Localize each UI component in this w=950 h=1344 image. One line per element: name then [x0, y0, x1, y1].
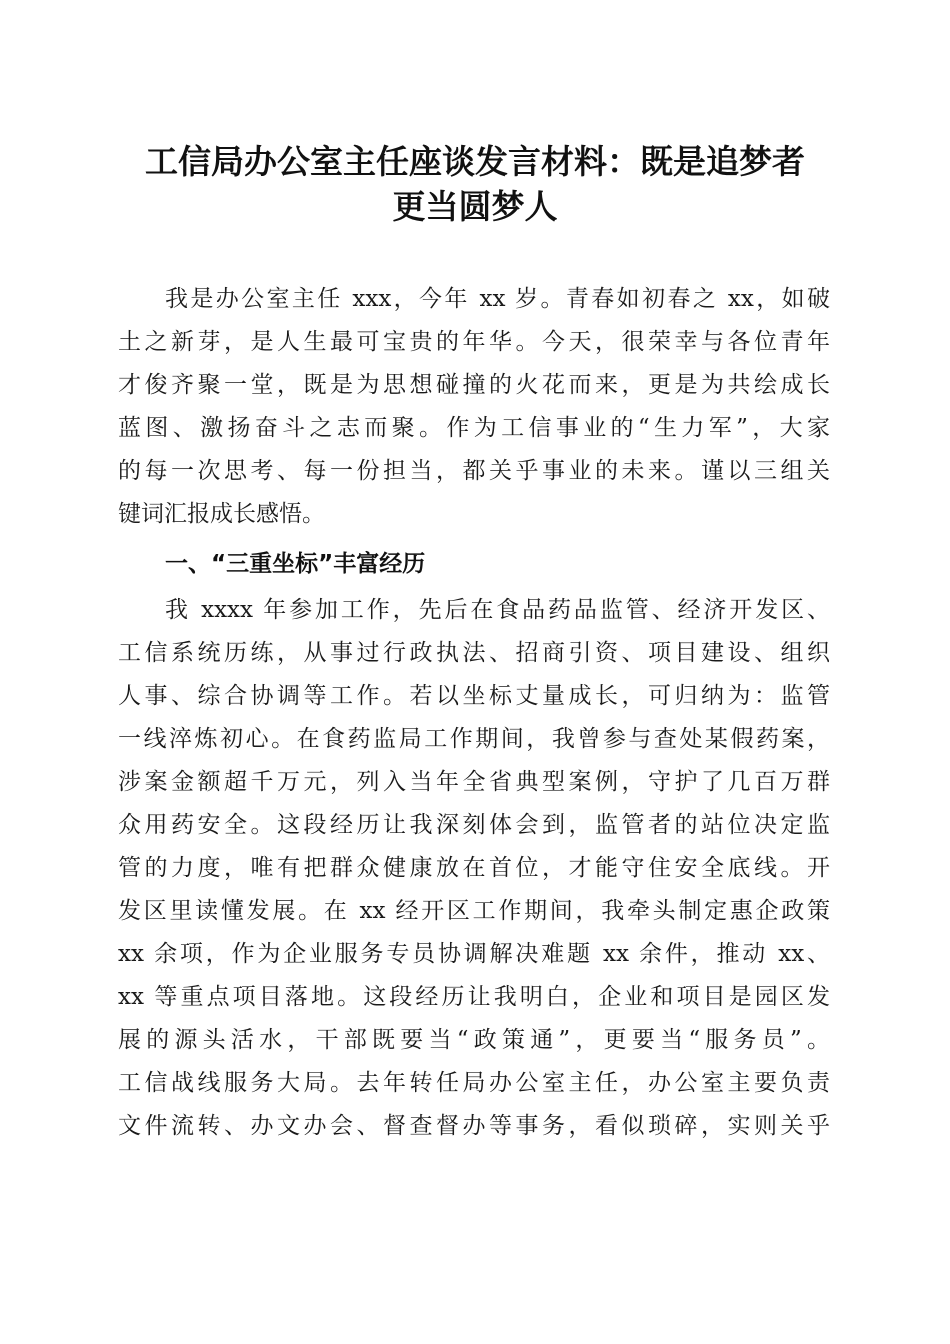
section-heading: 一、“三重坐标”丰富经历: [165, 551, 426, 577]
paragraph-2-line: 工信战线服务大局。去年转任局办公室主任，办公室主要负责: [118, 1070, 830, 1096]
document-title-line-1: 工信局办公室主任座谈发言材料：既是追梦者: [145, 142, 805, 181]
paragraph-2-line: 众用药安全。这段经历让我深刻体会到，监管者的站位决定监: [118, 812, 830, 838]
paragraph-2-line: 人事、综合协调等工作。若以坐标丈量成长，可归纳为：监管: [118, 683, 830, 709]
paragraph-1-line: 我是办公室主任 xxx，今年 xx 岁。青春如初春之 xx，如破: [165, 286, 830, 312]
paragraph-1-line: 才俊齐聚一堂，既是为思想碰撞的火花而来，更是为共绘成长: [118, 372, 830, 398]
paragraph-1-line: 键词汇报成长感悟。: [118, 501, 325, 527]
paragraph-2-line: 展的源头活水，干部既要当“政策通”，更要当“服务员”。: [118, 1027, 830, 1053]
paragraph-2-line: 发区里读懂发展。在 xx 经开区工作期间，我牵头制定惠企政策: [118, 898, 830, 924]
paragraph-2-line: 我 xxxx 年参加工作，先后在食品药品监管、经济开发区、: [165, 597, 830, 623]
document-title-line-2: 更当圆梦人: [392, 187, 558, 226]
paragraph-2-line: 管的力度，唯有把群众健康放在首位，才能守住安全底线。开: [118, 855, 830, 881]
paragraph-2-line: xx 等重点项目落地。这段经历让我明白，企业和项目是园区发: [118, 984, 830, 1010]
paragraph-2-line: 一线淬炼初心。在食药监局工作期间，我曾参与查处某假药案，: [118, 726, 830, 752]
paragraph-1-line: 蓝图、激扬奋斗之志而聚。作为工信事业的“生力军”，大家: [118, 415, 830, 441]
paragraph-1-line: 的每一次思考、每一份担当，都关乎事业的未来。谨以三组关: [118, 458, 830, 484]
paragraph-1-line: 土之新芽，是人生最可宝贵的年华。今天，很荣幸与各位青年: [118, 329, 830, 355]
paragraph-2-line: xx 余项，作为企业服务专员协调解决难题 xx 余件，推动 xx、: [118, 941, 830, 967]
paragraph-2-line: 工信系统历练，从事过行政执法、招商引资、项目建设、组织: [118, 640, 830, 666]
paragraph-2-line: 文件流转、办文办会、督查督办等事务，看似琐碎，实则关乎: [118, 1113, 830, 1139]
paragraph-2-line: 涉案金额超千万元，列入当年全省典型案例，守护了几百万群: [118, 769, 830, 795]
